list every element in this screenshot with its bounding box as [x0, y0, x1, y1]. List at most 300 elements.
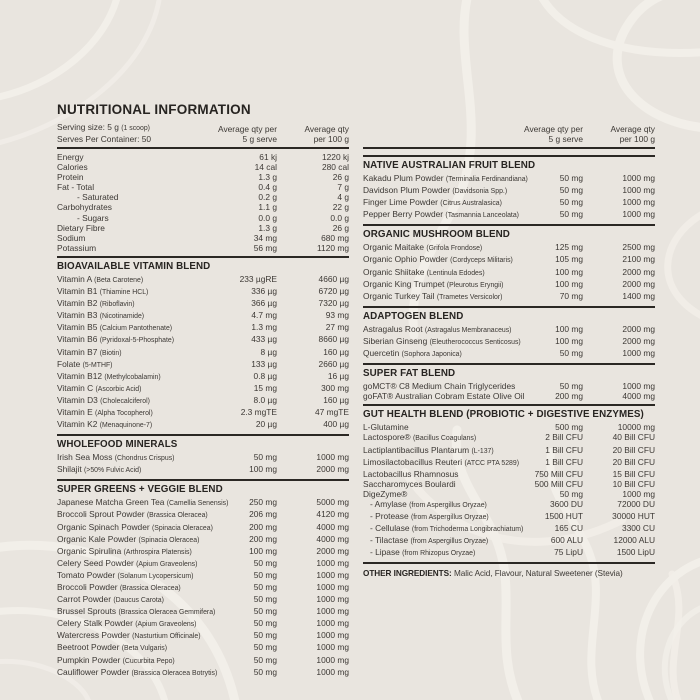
- nutrient-name: Dietary Fibre: [57, 222, 105, 233]
- nutrient-name: Vitamin B5: [57, 322, 98, 333]
- nutrient-name: Organic Spirulina: [57, 545, 122, 556]
- nutrient-row: [363, 511, 655, 523]
- qty-per-100g-value: 15 Bill CFU: [612, 468, 655, 479]
- nutrient-row: [363, 336, 655, 348]
- nutrient-name-cell: [57, 630, 201, 642]
- nutrient-name-cell: [57, 570, 197, 582]
- nutrient-name: Vitamin K2: [57, 419, 98, 430]
- nutrient-botanical-note: (Daucus Carota): [113, 597, 164, 605]
- nutrition-panel: [57, 100, 655, 679]
- qty-per-serve-value: 50 mg: [253, 594, 277, 605]
- nutrient-name: goFAT® Australian Cobram Estate Olive Oil: [363, 391, 525, 402]
- qty-per-serve-value: 3600 DU: [549, 498, 583, 509]
- nutrient-row: [57, 464, 349, 476]
- nutrient-name-cell: [363, 499, 503, 511]
- qty-per-100g-header: [277, 124, 349, 144]
- nutrient-botanical-note: (Chondrus Crispus): [114, 455, 175, 463]
- nutrient-row: [57, 452, 349, 464]
- nutrient-botanical-note: (Camellia Senensis): [166, 500, 229, 508]
- header-divider: [363, 147, 655, 149]
- nutrient-row: [363, 489, 655, 499]
- serving-header-row: [57, 122, 349, 144]
- nutrient-botanical-note: (Pyridoxal-5-Phosphate): [99, 337, 174, 345]
- nutrient-name: Energy: [57, 152, 84, 162]
- nutrient-name: - Protease: [370, 511, 409, 522]
- nutrient-botanical-note: (L-137): [471, 447, 494, 455]
- nutrient-botanical-note: (Ascorbic Acid): [95, 385, 142, 393]
- nutrient-name: Organic Shiitake: [363, 266, 425, 277]
- nutrient-name: Lactobacillus Rhamnosus: [363, 468, 459, 479]
- qty-per-serve-value: 50 mg: [253, 630, 277, 641]
- qty-per-100g-value: 300 mg: [321, 382, 349, 393]
- nutrient-row: [363, 499, 655, 511]
- nutrient-row: [57, 522, 349, 534]
- nutrient-name: Astragalus Root: [363, 323, 423, 334]
- qty-per-100g-value: 160 µg: [323, 394, 349, 405]
- qty-per-serve-value: 56 mg: [253, 242, 277, 253]
- qty-per-100g-value: 1000 mg: [622, 381, 655, 392]
- section-header: SUPER FAT BLEND: [363, 368, 456, 380]
- qty-per-serve-value: 50 mg: [253, 606, 277, 617]
- nutrient-row: [363, 523, 655, 535]
- nutrient-name-cell: [57, 243, 197, 253]
- qty-per-100g-value: 4000 mg: [316, 521, 349, 532]
- qty-per-serve-value: 233 µgRE: [239, 273, 277, 284]
- qty-per-100g-value: 10 Bill CFU: [612, 478, 655, 489]
- qty-per-serve-value: 50 mg: [253, 618, 277, 629]
- qty-per-100g-value: 20 Bill CFU: [612, 444, 655, 455]
- nutrient-name: Protein: [57, 172, 84, 183]
- nutrient-name: Vitamin A: [57, 273, 92, 284]
- qty-per-serve-value: 4.7 mg: [251, 310, 277, 321]
- nutrient-name-cell: [57, 618, 197, 630]
- nutrient-name-cell: [57, 582, 197, 594]
- qty-per-100g-value: 26 g: [332, 222, 349, 233]
- qty-per-100g-value: 72000 DU: [617, 498, 655, 509]
- nutrient-name-cell: [57, 594, 197, 606]
- qty-per-serve-value: 250 mg: [249, 497, 277, 508]
- nutrient-name-cell: [57, 162, 197, 172]
- nutrient-row: [57, 243, 349, 253]
- nutrient-name-cell: [363, 432, 503, 444]
- nutrient-name-cell: [57, 452, 197, 464]
- nutrient-name: - Saturated: [77, 192, 119, 203]
- qty-per-serve-value: 600 ALU: [550, 535, 583, 546]
- left-sections: [57, 253, 349, 679]
- nutrient-name-cell: [363, 535, 503, 547]
- section-header: GUT HEALTH BLEND (PROBIOTIC + DIGESTIVE ENZYMES): [363, 409, 644, 421]
- qty-per-serve-value: 14 cal: [254, 162, 277, 173]
- qty-per-100g-value: 5000 mg: [316, 497, 349, 508]
- nutrient-name: Japanese Matcha Green Tea: [57, 497, 165, 508]
- qty-per-serve-value: 500 Mill CFU: [534, 478, 583, 489]
- nutrient-botanical-note: (Methylcobalamin): [104, 373, 161, 381]
- nutrient-name: Limosilactobacillus Reuteri: [363, 456, 463, 467]
- section-divider: [57, 479, 349, 481]
- left-column-header: [57, 100, 349, 144]
- nutrient-name-cell: [363, 422, 503, 432]
- nutrient-name-cell: [363, 469, 503, 479]
- nutrient-botanical-note: (Spinacia Oleracea): [138, 536, 200, 544]
- nutrient-name-cell: [57, 509, 208, 521]
- qty-per-100g-value: 2500 mg: [622, 242, 655, 253]
- qty-per-serve-value: 0.0 g: [258, 212, 277, 223]
- qty-per-serve-value: 20 µg: [255, 419, 277, 430]
- nutrient-row: [57, 497, 349, 509]
- qty-per-100g-value: 3300 CU: [621, 523, 655, 534]
- nutrient-name-cell: [57, 371, 197, 383]
- nutrient-name: Folate: [57, 358, 81, 369]
- nutrient-row: [57, 594, 349, 606]
- nutrient-name-cell: [57, 286, 197, 298]
- qty-per-100g-value: 20 Bill CFU: [612, 456, 655, 467]
- nutrient-row: [57, 546, 349, 558]
- nutrient-row: [363, 291, 655, 303]
- nutrient-name: Vitamin B7: [57, 346, 98, 357]
- nutrient-botanical-note: (Cucurbita Pepo): [122, 657, 175, 665]
- nutrient-botanical-note: (Citrus Australasica): [440, 200, 502, 208]
- nutrient-name-cell: [363, 291, 503, 303]
- nutrient-botanical-note: (Solanum Lycopersicum): [117, 572, 194, 580]
- nutrient-name-cell: [57, 322, 197, 334]
- nutrient-botanical-note: (Eleutherococcus Senticosus): [429, 338, 521, 346]
- nutrient-row: [363, 209, 655, 221]
- nutrient-name: Vitamin B6: [57, 334, 98, 345]
- qty-per-serve-value: 50 mg: [253, 666, 277, 677]
- qty-per-serve-value: 336 µg: [251, 286, 277, 297]
- nutrient-name: - Amylase: [370, 498, 407, 509]
- nutrient-botanical-note: (from Aspergillus Oryzae): [410, 514, 489, 522]
- qty-per-100g-value: 1000 mg: [316, 666, 349, 677]
- nutrient-name-cell: [57, 172, 197, 182]
- qty-per-100g-value: 1000 mg: [622, 197, 655, 208]
- qty-per-serve-value: 1.3 g: [258, 222, 277, 233]
- nutrient-name-cell: [57, 533, 200, 546]
- qty-per-100g-value: 16 µg: [327, 370, 349, 381]
- nutrient-name-cell: [363, 381, 516, 392]
- nutrient-botanical-note: (Apium Graveolens): [135, 621, 197, 629]
- nutrient-row: [57, 202, 349, 212]
- serving-size-label: Serving size: 5 g: [57, 121, 119, 132]
- qty-per-serve-value: 8 µg: [260, 346, 277, 357]
- nutrient-name-cell: [57, 419, 197, 431]
- nutrient-row: [363, 324, 655, 336]
- qty-per-serve-value: 100 mg: [555, 335, 583, 346]
- nutrient-name: Vitamin D3: [57, 394, 98, 405]
- nutrient-row: [363, 348, 655, 360]
- nutrient-botanical-note: (from Rhizopus Oryzae): [402, 550, 476, 558]
- section-rows: [57, 497, 349, 678]
- nutrient-botanical-note: (Biotin): [99, 349, 122, 357]
- nutrient-botanical-note: (Apium Graveolens): [136, 560, 198, 568]
- nutrient-botanical-note: (Davidsonia Spp.): [452, 188, 508, 196]
- qty-per-100g-value: 160 µg: [323, 346, 349, 357]
- nutrient-row: [57, 618, 349, 630]
- qty-per-serve-value: 1.3 mg: [251, 322, 277, 333]
- nutrient-name-cell: [57, 223, 197, 233]
- nutrient-name-cell: [363, 391, 525, 402]
- nutrient-botanical-note: (5-MTHF): [82, 361, 113, 369]
- nutrient-name: Quercetin: [363, 348, 400, 359]
- nutrient-name: Vitamin B12: [57, 370, 103, 381]
- qty-per-serve-value: 15 mg: [253, 382, 277, 393]
- qty-per-serve-value: 206 mg: [249, 509, 277, 520]
- nutrient-row: [57, 172, 349, 182]
- nutrient-name: Tomato Powder: [57, 569, 116, 580]
- qty-per-100g-value: 280 cal: [321, 162, 349, 173]
- qty-per-serve-value: 200 mg: [249, 521, 277, 532]
- nutrient-row: [57, 322, 349, 334]
- nutrient-row: [57, 213, 349, 223]
- qty-per-serve-value: 2 Bill CFU: [545, 432, 583, 443]
- nutrient-botanical-note: (Brassica Oleracea): [119, 585, 181, 592]
- qty-per-serve-value: 50 mg: [253, 582, 277, 592]
- nutrient-name-cell: [363, 445, 503, 457]
- nutrient-name-cell: [57, 395, 197, 407]
- qty-per-100g-value: 1000 mg: [622, 488, 655, 499]
- nutrient-row: [363, 185, 655, 197]
- nutrient-name-cell: [57, 546, 197, 558]
- nutrient-row: [363, 391, 655, 401]
- qty-per-serve-value: 1.1 g: [258, 202, 277, 213]
- nutrient-name: Vitamin E: [57, 406, 93, 417]
- qty-per-100g-value: 30000 HUT: [612, 511, 655, 522]
- nutrient-name: Lactiplantibacillus Plantarum: [363, 444, 470, 455]
- nutrient-name-cell: [57, 213, 197, 223]
- qty-per-100g-value: 680 mg: [321, 232, 349, 243]
- nutrient-name-cell: [57, 407, 197, 419]
- qty-per-serve-value: 50 mg: [253, 452, 277, 463]
- serving-size-line: [57, 122, 197, 134]
- qty-per-100g-value: 4120 mg: [316, 509, 349, 520]
- qty-per-serve-value: 0.2 g: [258, 192, 277, 203]
- nutrient-row: [57, 371, 349, 383]
- qty-per-serve-value: 8.0 µg: [253, 394, 277, 405]
- nutrient-name: Beetroot Powder: [57, 642, 120, 653]
- nutrient-row: [363, 469, 655, 479]
- qty-per-serve-value: 2.3 mgTE: [240, 406, 277, 417]
- nutrient-name-cell: [57, 464, 197, 476]
- nutrient-row: [57, 630, 349, 642]
- header-divider: [57, 147, 349, 149]
- nutrient-name: Celery Stalk Powder: [57, 618, 133, 629]
- qty-per-serve-value: 200 mg: [555, 391, 583, 402]
- qty-per-serve-value: 61 kj: [259, 152, 277, 162]
- nutrient-row: [57, 419, 349, 431]
- right-column-header: [363, 100, 655, 144]
- nutrient-botanical-note: (Tasmannia Lanceolata): [445, 212, 519, 220]
- nutrient-name: L-Glutamine: [363, 422, 409, 433]
- nutrient-botanical-note: (Spinacia Oleracea): [151, 524, 213, 532]
- nutrient-row: [363, 479, 655, 489]
- qty-per-100g-value: 93 mg: [325, 310, 349, 321]
- nutrient-row: [57, 274, 349, 286]
- qty-per-100g-value: 10000 mg: [617, 422, 655, 433]
- qty-per-serve-line1: Average qty per: [218, 123, 277, 134]
- qty-per-serve-value: 50 mg: [559, 197, 583, 208]
- nutrient-botanical-note: (Bacillus Coagulans): [412, 435, 477, 443]
- nutrient-name-cell: [363, 523, 524, 535]
- nutrient-name-cell: [57, 497, 229, 509]
- section-divider: [363, 155, 655, 157]
- qty-per-100g-line1: Average qty: [610, 123, 655, 134]
- nutrient-row: [57, 655, 349, 667]
- nutrient-botanical-note: (Cordyceps Militaris): [450, 257, 513, 265]
- other-ingredients: [363, 569, 655, 580]
- nutrient-name-cell: [363, 267, 503, 279]
- section-rows: [57, 274, 349, 431]
- qty-per-serve-value: 125 mg: [555, 242, 583, 253]
- nutrient-name-cell: [57, 359, 197, 371]
- qty-per-100g-value: 4 g: [337, 192, 349, 203]
- nutrient-row: [57, 582, 349, 594]
- qty-per-100g-value: 4660 µg: [318, 273, 349, 284]
- qty-per-serve-value: 750 Mill CFU: [534, 468, 583, 479]
- qty-per-serve-value: 50 mg: [253, 557, 277, 568]
- nutrient-botanical-note: (Astragalus Membranaceus): [424, 326, 512, 334]
- nutrient-name: Kakadu Plum Powder: [363, 173, 444, 183]
- nutrient-name: - Cellulase: [370, 523, 410, 534]
- nutrient-row: [57, 310, 349, 322]
- nutrient-name: Sodium: [57, 232, 86, 243]
- nutrient-botanical-note: (ATCC PTA 5289): [464, 459, 519, 467]
- nutrient-row: [363, 457, 655, 469]
- nutrient-botanical-note: (Brassica Oleracea Gemmifera): [118, 609, 216, 617]
- nutrient-botanical-note: (Alpha Tocopherol): [95, 409, 153, 417]
- qty-per-100g-value: 1000 mg: [316, 618, 349, 629]
- qty-per-serve-value: 50 mg: [559, 381, 583, 392]
- nutrient-name: Potassium: [57, 242, 97, 253]
- nutrient-name-cell: [363, 456, 519, 469]
- macro-rows: [57, 152, 349, 253]
- nutrient-name-cell: [363, 547, 503, 559]
- nutrient-name-cell: [57, 642, 197, 654]
- qty-per-serve-header: [503, 124, 583, 144]
- qty-per-serve-value: 0.4 g: [258, 182, 277, 193]
- nutrient-row: [57, 383, 349, 395]
- qty-per-serve-value: 50 mg: [253, 642, 277, 653]
- qty-per-100g-value: 1000 mg: [622, 348, 655, 359]
- qty-per-serve-header: [197, 124, 277, 144]
- qty-per-100g-value: 7 g: [337, 182, 349, 193]
- qty-per-100g-value: 22 g: [332, 202, 349, 213]
- nutrient-name: Pepper Berry Powder: [363, 209, 444, 220]
- nutrient-row: [57, 223, 349, 233]
- nutrient-name: Watercress Powder: [57, 630, 130, 641]
- qty-per-100g-value: 1000 mg: [316, 606, 349, 617]
- qty-per-100g-value: 26 g: [332, 172, 349, 183]
- qty-per-serve-value: 50 mg: [559, 488, 583, 499]
- nutrient-name-cell: [363, 479, 503, 489]
- nutrient-name: Pumpkin Powder: [57, 654, 121, 665]
- section-header: NATIVE AUSTRALIAN FRUIT BLEND: [363, 160, 536, 171]
- nutrient-row: [57, 286, 349, 298]
- nutrient-row: [363, 197, 655, 209]
- nutrient-row: [57, 558, 349, 570]
- section-divider: [363, 224, 655, 226]
- nutrient-name-cell: [57, 521, 213, 534]
- nutrient-row: [57, 298, 349, 310]
- nutrient-row: [57, 334, 349, 346]
- nutrient-row: [57, 347, 349, 359]
- nutrient-name: Organic Ophio Powder: [363, 254, 448, 265]
- qty-per-serve-value: 50 mg: [559, 185, 583, 196]
- nutrient-name: Vitamin B2: [57, 298, 98, 309]
- section-divider: [57, 256, 349, 258]
- nutrient-name-cell: [363, 173, 528, 185]
- qty-per-100g-value: 1000 mg: [316, 594, 349, 605]
- qty-per-100g-value: 47 mgTE: [315, 406, 349, 417]
- qty-per-100g-value: 2100 mg: [622, 254, 655, 265]
- section-rows: [363, 173, 655, 221]
- nutrient-name-cell: [57, 152, 197, 162]
- qty-per-serve-value: 165 CU: [554, 523, 583, 534]
- qty-per-100g-value: 1000 mg: [316, 557, 349, 568]
- nutrient-row: [57, 162, 349, 172]
- nutrient-name: DigeZyme®: [363, 488, 408, 499]
- qty-per-100g-value: 1000 mg: [316, 582, 349, 592]
- nutrient-botanical-note: (Grifola Frondose): [426, 245, 483, 253]
- qty-per-serve-value: 50 mg: [253, 654, 277, 665]
- nutrient-botanical-note: (Riboflavin): [99, 301, 135, 309]
- qty-per-100g-value: 4000 mg: [622, 391, 655, 402]
- serving-size-note: (1 scoop): [121, 124, 150, 132]
- nutrient-botanical-note: (Menaquinone-7): [99, 422, 153, 430]
- qty-per-100g-value: 1120 mg: [317, 242, 349, 253]
- qty-per-serve-value: 366 µg: [251, 298, 277, 309]
- nutrient-botanical-note: (Trametes Versicolor): [436, 293, 503, 301]
- other-ingredients-divider: [363, 562, 655, 564]
- qty-per-100g-value: 1000 mg: [622, 173, 655, 183]
- nutrient-botanical-note: (Terminalia Ferdinandiana): [445, 176, 528, 183]
- qty-per-100g-value: 1000 mg: [316, 630, 349, 641]
- nutrient-name: Organic Spinach Powder: [57, 521, 150, 532]
- section-divider: [363, 404, 655, 406]
- nutrient-name-cell: [57, 606, 216, 618]
- nutrient-name-cell: [57, 334, 197, 346]
- section-divider: [363, 363, 655, 365]
- qty-per-serve-value: 50 mg: [559, 348, 583, 359]
- nutrient-row: [363, 547, 655, 559]
- qty-per-100g-value: 2000 mg: [622, 266, 655, 277]
- qty-per-100g-value: 2000 mg: [622, 335, 655, 346]
- nutrient-name-cell: [363, 209, 519, 221]
- serving-info: [57, 122, 197, 144]
- qty-per-serve-line2: 5 g serve: [242, 133, 277, 144]
- nutrient-name-cell: [57, 383, 197, 395]
- nutrient-name: - Tilactase: [370, 535, 409, 546]
- nutrient-name: Organic Turkey Tail: [363, 290, 435, 301]
- nutrient-name: Vitamin C: [57, 382, 94, 393]
- section-rows: [363, 422, 655, 559]
- section-rows: [363, 381, 655, 401]
- nutrient-botanical-note: (Brassica Oleracea): [146, 512, 208, 520]
- nutrient-botanical-note: (Calcium Pantothenate): [99, 325, 173, 333]
- nutrient-name-cell: [57, 666, 218, 679]
- qty-per-100g-header: [583, 124, 655, 144]
- qty-per-100g-value: 2660 µg: [318, 358, 349, 369]
- nutrient-name-cell: [57, 233, 197, 243]
- section-divider: [363, 306, 655, 308]
- nutrient-name-cell: [57, 655, 197, 667]
- qty-per-100g-line2: per 100 g: [619, 133, 655, 144]
- nutrient-row: [57, 534, 349, 546]
- qty-per-100g-value: 400 µg: [323, 419, 349, 430]
- qty-per-100g-value: 2000 mg: [622, 323, 655, 334]
- nutrient-row: [363, 422, 655, 432]
- nutrient-name: Siberian Ginseng: [363, 335, 428, 346]
- nutrient-name: Irish Sea Moss: [57, 452, 113, 463]
